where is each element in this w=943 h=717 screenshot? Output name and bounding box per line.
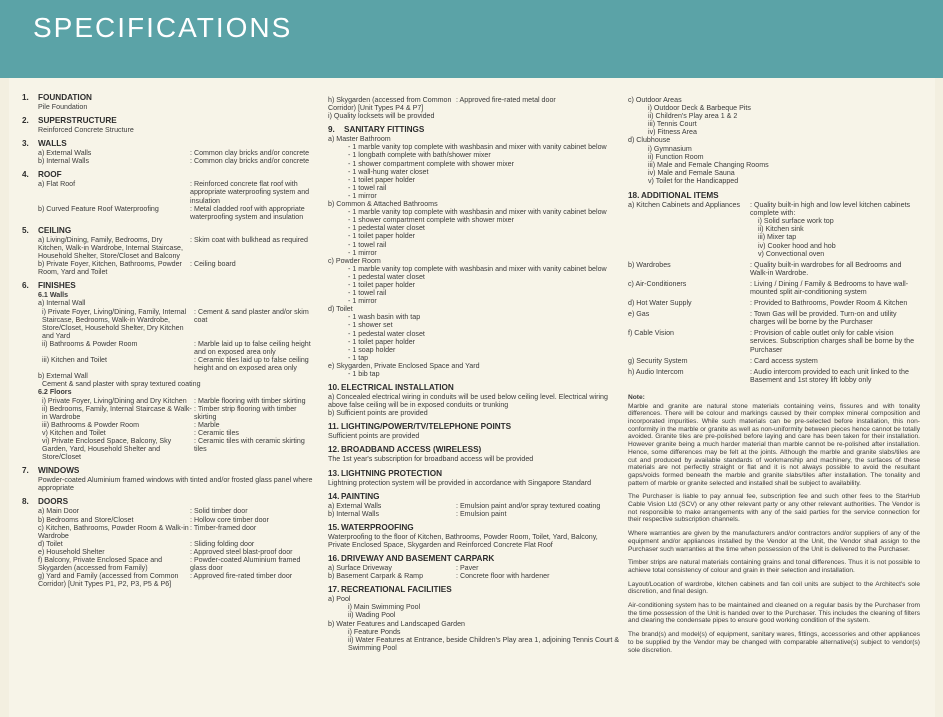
spec-row: d) Toilet : Sliding folding door [38,539,255,548]
section-driveway: 16. DRIVEWAY AND BASEMENT CARPARK a) Surface Driveway : Paver b) Basement Carpark & Ramp : Concrete floor with hardener [328,554,620,580]
spec-row: e) Household Shelter : Approved steel blast-proof door [38,547,293,556]
section-lightning-protection: 13. LIGHTNING PROTECTION Lightning protection system will be provided in accordance with Singapore Standard [328,468,592,487]
note-paragraph: The Purchaser is liable to pay annual fee, subscription fee and such other fees to the StarHub Cable Vision Ltd (SCV) or any other relevant party or any other relevant authorities. The Vendor is not responsible to make arrangements with any of the said parties for the service connection for their respective subscription channels. [628,493,920,524]
spec-row: a) Kitchen Cabinets and Appliances : Quality built-in high and low level kitchen cabinets complete with: [628,201,911,218]
section-windows: 7. WINDOWS Powder-coated Aluminium framed windows with tinted and/or frosted glass panel where appropriate [22,466,313,493]
header-banner [0,0,943,78]
section-broadband: 12. BROADBAND ACCESS (WIRELESS) The 1st year's subscription for broadband access will be provided [328,445,534,464]
section-sanitary-fittings: 9. SANITARY FITTINGS a) Master Bathroom - 1 marble vanity top complete with washbasin and mixer with vanity cabinet below - 1 longbath complete with bath/shower mixer - 1 shower compartment complete with shower mixer - 1 wall-hung water closet - 1 toilet paper holder - 1 towel rail - 1 mirror b) Common & Attached Bathrooms - 1 marble vanity top complete with washbasin and mixer with vanity cabinet below - 1 shower compartment complete with shower mixer - 1 pedestal water closet - 1 toilet paper holder - 1 towel rail - 1 mirror c) Powder Room - 1 marble vanity top complete with washbasin and mixer with vanity cabinet below - 1 pedestal water closet - 1 toilet paper holder - 1 towel rail - 1 mirror d) Toilet - 1 wash basin with tap - 1 shower set - 1 pedestal water closet - 1 toilet paper holder - 1 soap holder - 1 tap e) Skygarden, Private Enclosed Space and Yard - 1 bib tap [328,125,607,378]
note-paragraph: Where warranties are given by the manufacturers and/or contractors and/or suppliers of any of the equipment and/or appliances installed by the Vendor at the Unit, the Vendor shall assign to the Purchaser such warranties at the time when possession of the Unit is delivered to the Purchaser. [628,530,920,553]
spec-row: c) Air-Conditioners : Living / Dining / Family & Bedrooms to have wall-mounted split air-conditioning system [628,279,909,296]
note-paragraph: Air-conditioning system has to be maintained and cleaned on a regular basis by the Purchaser from the time possession of the Unit is handed over to the Purchaser. This includes the cleaning of filters and clearing the condensate pipes to ensure good working condition of the system. [628,602,920,625]
spec-row: a) External Walls : Emulsion paint and/or spray textured coating [328,501,601,510]
note-paragraph: Timber strips are natural materials containing grains and tonal differences. Thus it is not possible to achieve total consistency of colour and grain in their selection and installation. [628,559,920,574]
section-roof: 4. ROOF a) Flat Roof : Reinforced concrete flat roof with appropriate waterproofing system and insulation b) Curved Feature Roof Waterproofing : Metal cladded roof with appropriate waterproofing system and insulation [22,170,318,220]
spec-row: b) Internal Walls : Emulsion paint [328,509,507,518]
spec-row: iii) Bathrooms & Powder Room : Marble [42,420,220,429]
spec-row: g) Security System : Card access system [628,356,818,365]
spec-row: b) Curved Feature Roof Waterproofing : Metal cladded roof with appropriate waterproofing system and insulation [38,204,305,221]
section-doors-continued: h) Skygarden (accessed from Common Corridor) [Unit Types P4 & P7] : Approved fire-rated metal door i) Quality locksets will be provided [328,96,620,120]
note-paragraph: Layout/Location of wardrobe, kitchen cabinets and fan coil units are subject to the Architect's sole discretion, and final design. [628,580,920,596]
spec-row: vi) Private Enclosed Space, Balcony, Sky Garden, Yard, Household Shelter and Store/Closet : Ceramic tiles with ceramic skirting tiles [42,437,305,462]
section-note: Note: Marble and granite are natural stone materials containing veins, fissures and with tonality differences. There will be colour and markings caused by their complex mineral composition and incorporated impurities. While such materials can be pre-selected before installation, this non-conformity in the marble or granite as well as non-uniformity between pieces hence cannot be totally avoided. Granite tiles are pre-polished before laying and care has been taken for their installation. However granite being a much harder material than marble cannot be re-polished after installation. Hence, some differences may be felt at the joints. Although the marble and granite slabs/tiles are cut and produced by available standards of workmanship and machinery, the surfaces of these materials are not perfectly straight or flat and it is not always possible to avoid the resultant gaps/voids formed beneath the marble and granite slabs/tiles after installation. The tonality and pattern of marble or granite selected and installed shall be subject to availability. The Purchaser is liable to pay annual fee, subscription fee and such other fees to the StarHub Cable Vision Ltd (SCV) or any other relevant party or any other relevant authorities. The Vendor is not responsible to make arrangements with any of the said parties for the service connection for their respective subscription channels. Where warranties are given by the manufacturers and/or contractors and/or suppliers of any of the equipment and/or appliances installed by the Vendor at the Unit, the Vendor shall assign to the Purchaser such warranties at the time when possession of the Unit is delivered to the Purchaser. Timber strips are natural materials containing grains and tonal differences. Thus it is not possible to achieve total consistency of colour and grain in their selection and installation. Layout/Location of wardrobe, kitchen cabinets and fan coil units are subject to the Architect's sole discretion, and final design. Air-conditioning system has to be maintained and cleaned on a regular basis by the Purchaser from the time possession of the Unit is handed over to the Purchaser. This includes the cleaning of filters and clearing the condensate pipes to ensure good working condition of the system. The brand(s) and model(s) of equipment, sanitary wares, fittings, accessories and other appliances to be supplied by the Vendor may be changed with comparable alternative(s) subject to vendor(s) sole discretion. [628,393,920,654]
spec-row: a) Main Door : Solid timber door [38,507,248,516]
spec-row: b) Internal Walls : Common clay bricks and/or concrete [38,157,310,166]
section-doors: 8. DOORS a) Main Door : Solid timber door b) Bedrooms and Store/Closet : Hollow core timber door c) Kitchen, Bathrooms, Powder Room & Walk-in Wardrobe : Timber-framed door d) Toilet : Sliding folding door e) Household Shelter : Approved steel blast-proof door f) Balcony, Private Enclosed Space and Skygarden (accessed from Family) : Powder-coated Aluminium framed glass door g) Yard and Family (accessed from Common Corridor) [Unit Types P1, P2, P3, P5 & P6] : Approved fire-rated timber door [22,497,318,588]
spec-row: a) Living/Dining, Family, Bedrooms, Dry Kitchen, Walk-in Wardrobe, Internal Staircase, Household Shelter, Store/Closet and Balcony : Skim coat with bulkhead as required [38,235,308,261]
spec-row: a) External Walls : Common clay bricks and/or concrete [38,149,310,158]
section-painting: 14. PAINTING a) External Walls : Emulsion paint and/or spray textured coating b) Internal Walls : Emulsion paint [328,492,620,518]
spec-row: g) Yard and Family (accessed from Common Corridor) [Unit Types P1, P2, P3, P5 & P6] : Approved fire-rated timber door [38,572,293,589]
section-ceiling: 5. CEILING a) Living/Dining, Family, Bedrooms, Dry Kitchen, Walk-in Wardrobe, Internal Staircase, Household Shelter, Store/Closet and Balcony : Skim coat with bulkhead as required b) Private Foyer, Kitchen, Bathrooms, Powder Room, Yard and Toilet : Ceiling board [22,226,318,276]
section-additional-items: 18. ADDITIONAL ITEMS a) Kitchen Cabinets and Appliances : Quality built-in high and low level kitchen cabinets complete with: i) Solid surface work top ii) Kitchen sink iii) Mixer tap iv) Cooker hood and hob v) Convectional oven b) Wardrobes : Quality built-in wardrobes for all Bedrooms and Walk-in Wardrobe. c) Air-Conditioners : Living / Dining / Family & Bedrooms to have wall-mounted split air-conditioning system d) Hot Water Supply : Provided to Bathrooms, Powder Room & Kitchen e) Gas : Town Gas will be provided. Turn-on and utility charges will be borne by the Purchaser f) Cable Vision : Provision of cable outlet only for cable vision services. Subscription charges shall be borne by the Purchaser g) Security System : Card access system h) Audio Intercom : Audio intercom provided to each unit linked to the Basement and 1st storey lift lobby only [628,191,920,384]
spec-row: d) Hot Water Supply : Provided to Bathrooms, Powder Room & Kitchen [628,299,908,308]
spec-row: b) Basement Carpark & Ramp : Concrete floor with hardener [328,572,550,581]
spec-row: f) Cable Vision : Provision of cable outlet only for cable vision services. Subscription charges shall be borne by the Purchaser [628,329,915,354]
spec-row: v) Kitchen and Toilet : Ceramic tiles [42,428,239,437]
section-superstructure: 2. SUPERSTRUCTURE Reinforced Concrete Structure [22,116,134,135]
section-foundation: 1. FOUNDATION Pile Foundation [22,93,92,111]
spec-row: iii) Kitchen and Toilet : Ceramic tiles laid up to false ceiling height and on exposed area only [42,356,309,373]
section-finishes: 6. FINISHES 6.1 Walls a) Internal Wall i) Private Foyer, Living/Dining, Family, Internal Staircase, Bedrooms, Walk-in Wardrobe, Store/Closet, Household Shelter, Dry Kitchen and Yard : Cement & sand plaster and/or skim coat ii) Bathrooms & Powder Room : Marble laid up to false ceiling height and on exposed area only iii) Kitchen and Toilet : Ceramic tiles laid up to false ceiling height and on exposed area only b) External Wall Cement & sand plaster with spray textured coating 6.2 Floors i) Private Foyer, Living/Dining and Dry Kitchen : Marble flooring with timber skirting ii) Bedrooms, Family, Internal Staircase & Walk-in Wardrobe : Timber strip flooring with timber skirting iii) Bathrooms & Powder Room : Marble v) Kitchen and Toilet : Ceramic tiles vi) Private Enclosed Space, Balcony, Sky Garden, Yard, Household Shelter and Store/Closet : Ceramic tiles with ceramic skirting tiles [22,281,318,461]
spec-row: b) Private Foyer, Kitchen, Bathrooms, Powder Room, Yard and Toilet : Ceiling board [38,260,236,277]
spec-row: a) Flat Roof : Reinforced concrete flat roof with appropriate waterproofing system and insulation [38,180,310,205]
section-electrical: 10. ELECTRICAL INSTALLATION a) Concealed electrical wiring in conduits will be used below ceiling level. Electrical wiring above false ceiling will be in exposed conduits or trunking b) Sufficient points are provided [328,383,608,418]
spec-row: b) Bedrooms and Store/Closet : Hollow core timber door [38,515,269,524]
spec-row: f) Balcony, Private Enclosed Space and Skygarden (accessed from Family) : Powder-coated Aluminium framed glass door [38,556,301,573]
spec-row: h) Audio Intercom : Audio intercom provided to each unit linked to the Basement and 1st storey lift lobby only [628,367,909,384]
column-right [628,96,920,660]
page-title: SPECIFICATIONS [33,12,293,43]
section-recreational-continued: c) Outdoor Areas i) Outdoor Deck & Barbeque Pits ii) Children's Play area 1 & 2 iii) Tennis Court iv) Fitness Area d) Clubhouse i) Gymnasium ii) Function Room iii) Male and Female Changing Rooms iv) Male and Female Sauna v) Toilet for the Handicapped [628,96,769,185]
spec-row: a) Surface Driveway : Paver [328,564,479,573]
section-walls: 3. WALLS a) External Walls : Common clay bricks and/or concrete b) Internal Walls : Common clay bricks and/or concrete [22,139,318,165]
spec-row: c) Kitchen, Bathrooms, Powder Room & Walk-in Wardrobe : Timber-framed door [38,523,257,540]
spec-row: e) Gas : Town Gas will be provided. Turn-on and utility charges will be borne by the Purchaser [628,310,897,327]
column-middle [328,96,620,657]
column-left [22,93,318,593]
note-paragraph: The brand(s) and model(s) of equipment, sanitary wares, fittings, accessories and other appliances to be supplied by the Vendor may be changed with comparable alternative(s) subject to vendor(s) sole discretion. [628,631,920,654]
spec-row: i) Private Foyer, Living/Dining, Family, Internal Staircase, Bedrooms, Walk-in Wardrobe, Store/Closet, Household Shelter, Dry Kitchen and Yard : Cement & sand plaster and/or skim coat [42,307,309,340]
spec-row: ii) Bathrooms & Powder Room : Marble laid up to false ceiling height and on exposed area only [42,339,311,356]
note-paragraph: Marble and granite are natural stone materials containing veins, fissures and with tonality differences. There will be colour and markings caused by their complex mineral composition and incorporated impurities. While such materials can be pre-selected before installation, this non-conformity in the marble or granite as well as non-uniformity between pieces hence cannot be totally avoided. Granite tiles are pre-polished before laying and care has been taken for their installation. However granite being a much harder material than marble cannot be re-polished after installation. Hence, some differences may be felt at the joints. Although the marble and granite slabs/tiles are cut and produced by available standards of workmanship and machinery, the surfaces of these materials are not perfectly straight or flat and it is not always possible to avoid the resultant gaps/voids formed beneath the marble and granite slabs/tiles after installation. The tonality and pattern of marble or granite selected and installed shall be subject to availability. [628,402,920,487]
spec-row: i) Private Foyer, Living/Dining and Dry Kitchen : Marble flooring with timber skirting [42,396,306,405]
section-lighting-power: 11. LIGHTING/POWER/TV/TELEPHONE POINTS Sufficient points are provided [328,422,512,441]
section-recreational: 17. RECREATIONAL FACILITIES a) Pool i) Main Swimming Pool ii) Wading Pool b) Water Features and Landscaped Garden i) Feature Ponds ii) Water Features at Entrance, beside Children's Play area 1, adjoining Tennis Court & Swimming Pool [328,585,620,652]
section-waterproofing: 15. WATERPROOFING Waterproofing to the floor of Kitchen, Bathrooms, Powder Room, Toilet, Yard, Balcony, Private Enclosed Space, Skygarden and Reinforced Concrete Flat Roof [328,522,598,549]
spec-row: ii) Bedrooms, Family, Internal Staircase & Walk-in Wardrobe : Timber strip flooring with timber skirting [42,404,297,421]
spec-row: h) Skygarden (accessed from Common Corridor) [Unit Types P4 & P7] : Approved fire-rated metal door [328,96,556,113]
spec-row: b) Wardrobes : Quality built-in wardrobes for all Bedrooms and Walk-in Wardrobe. [628,260,902,277]
